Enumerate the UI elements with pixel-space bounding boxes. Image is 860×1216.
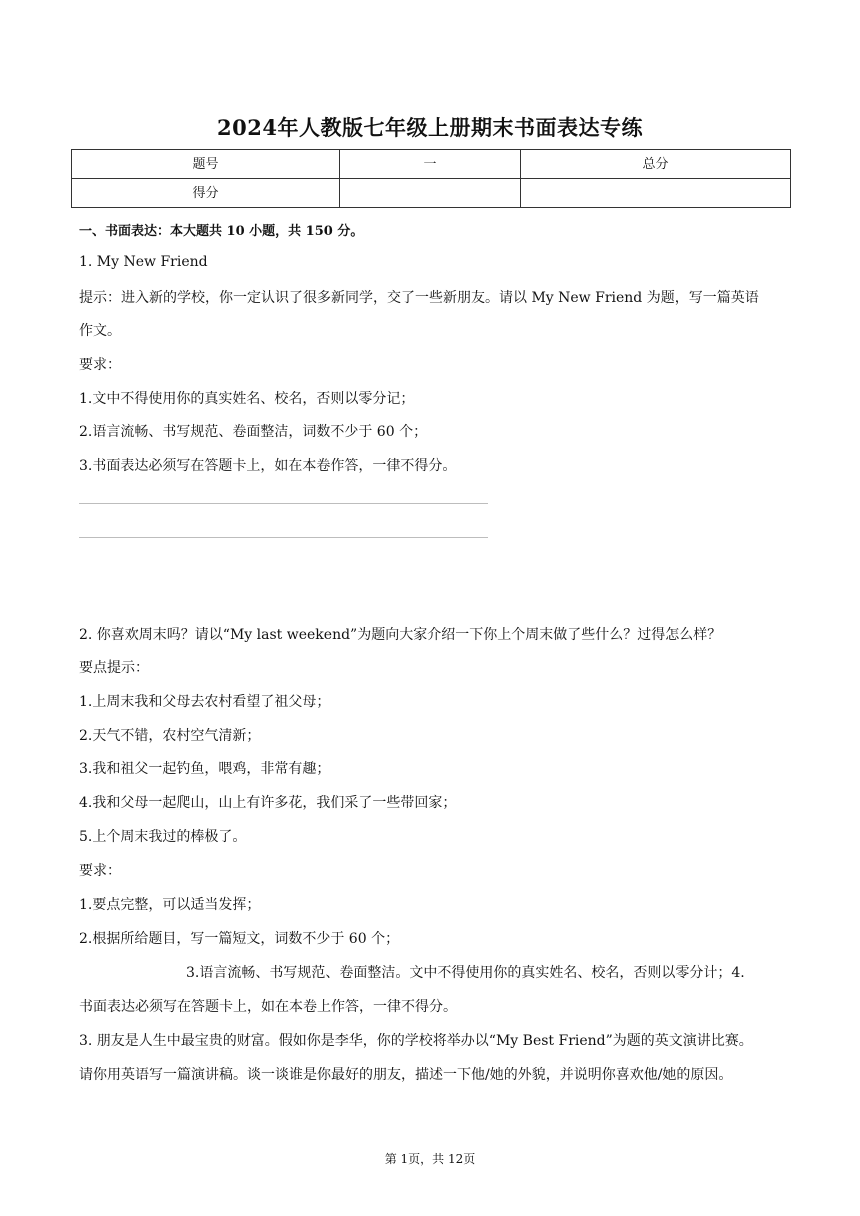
q2-requirements-label: 要求： (79, 863, 121, 879)
section-heading: 一、书面表达：本大题共 10 小题，共 150 分。 (79, 224, 364, 239)
score-table-cell: 得分 (72, 179, 340, 208)
q2-points-label: 要点提示： (79, 660, 149, 676)
q1-title: 1. My New Friend (79, 254, 208, 270)
answer-line (79, 503, 488, 504)
score-table-cell (521, 179, 791, 208)
page-title: 2024年人教版七年级上册期末书面表达专练 (217, 115, 643, 140)
q2-point: 1.上周末我和父母去农村看望了祖父母； (79, 694, 331, 710)
score-table-score-row (72, 179, 791, 208)
q2-point: 5.上个周末我过的棒极了。 (79, 829, 247, 845)
q2-point: 4.我和父母一起爬山，山上有许多花，我们采了一些带回家； (79, 795, 457, 811)
answer-line (79, 537, 488, 538)
score-table-header-row (72, 150, 791, 179)
q2-point: 3.我和祖父一起钓鱼，喂鸡，非常有趣； (79, 761, 331, 777)
score-table-cell: 总分 (521, 150, 791, 179)
q2-requirement: 3.语言流畅、书写规范、卷面整洁。文中不得使用你的真实姓名、校名，否则以零分计；4. (186, 965, 745, 981)
q1-requirement: 2.语言流畅、书写规范、卷面整洁，词数不少于 60 个； (79, 424, 428, 440)
q2-point: 2.天气不错，农村空气清新； (79, 728, 261, 744)
q1-requirement: 1.文中不得使用你的真实姓名、校名，否则以零分记； (79, 391, 415, 407)
q1-prompt-line: 作文。 (79, 323, 121, 339)
q2-requirement: 书面表达必须写在答题卡上，如在本卷上作答，一律不得分。 (79, 999, 457, 1015)
score-table-cell (340, 179, 521, 208)
q2-requirement: 2.根据所给题目，写一篇短文，词数不少于 60 个； (79, 931, 400, 947)
score-table-cell: 题号 (72, 150, 340, 179)
page-footer: 第 1页，共 12页 (384, 1152, 476, 1166)
q2-requirement: 1.要点完整，可以适当发挥； (79, 897, 261, 913)
q2-title: 2. 你喜欢周末吗？请以“My last weekend”为题向大家介绍一下你上个周末做了些什么？过得怎么样？ (79, 627, 722, 643)
q1-prompt-line: 提示：进入新的学校，你一定认识了很多新同学，交了一些新朋友。请以 My New Friend 为题，写一篇英语 (79, 290, 759, 306)
score-table (71, 149, 791, 208)
q1-requirements-label: 要求： (79, 357, 121, 373)
q3-line: 3. 朋友是人生中最宝贵的财富。假如你是李华，你的学校将举办以“My Best Friend”为题的英文演讲比赛。 (79, 1033, 753, 1049)
score-table-cell: 一 (340, 150, 521, 179)
q3-line: 请你用英语写一篇演讲稿。谈一谈谁是你最好的朋友，描述一下他/她的外貌，并说明你喜欢他/她的原因。 (79, 1067, 733, 1083)
q1-requirement: 3.书面表达必须写在答题卡上，如在本卷作答，一律不得分。 (79, 458, 457, 474)
